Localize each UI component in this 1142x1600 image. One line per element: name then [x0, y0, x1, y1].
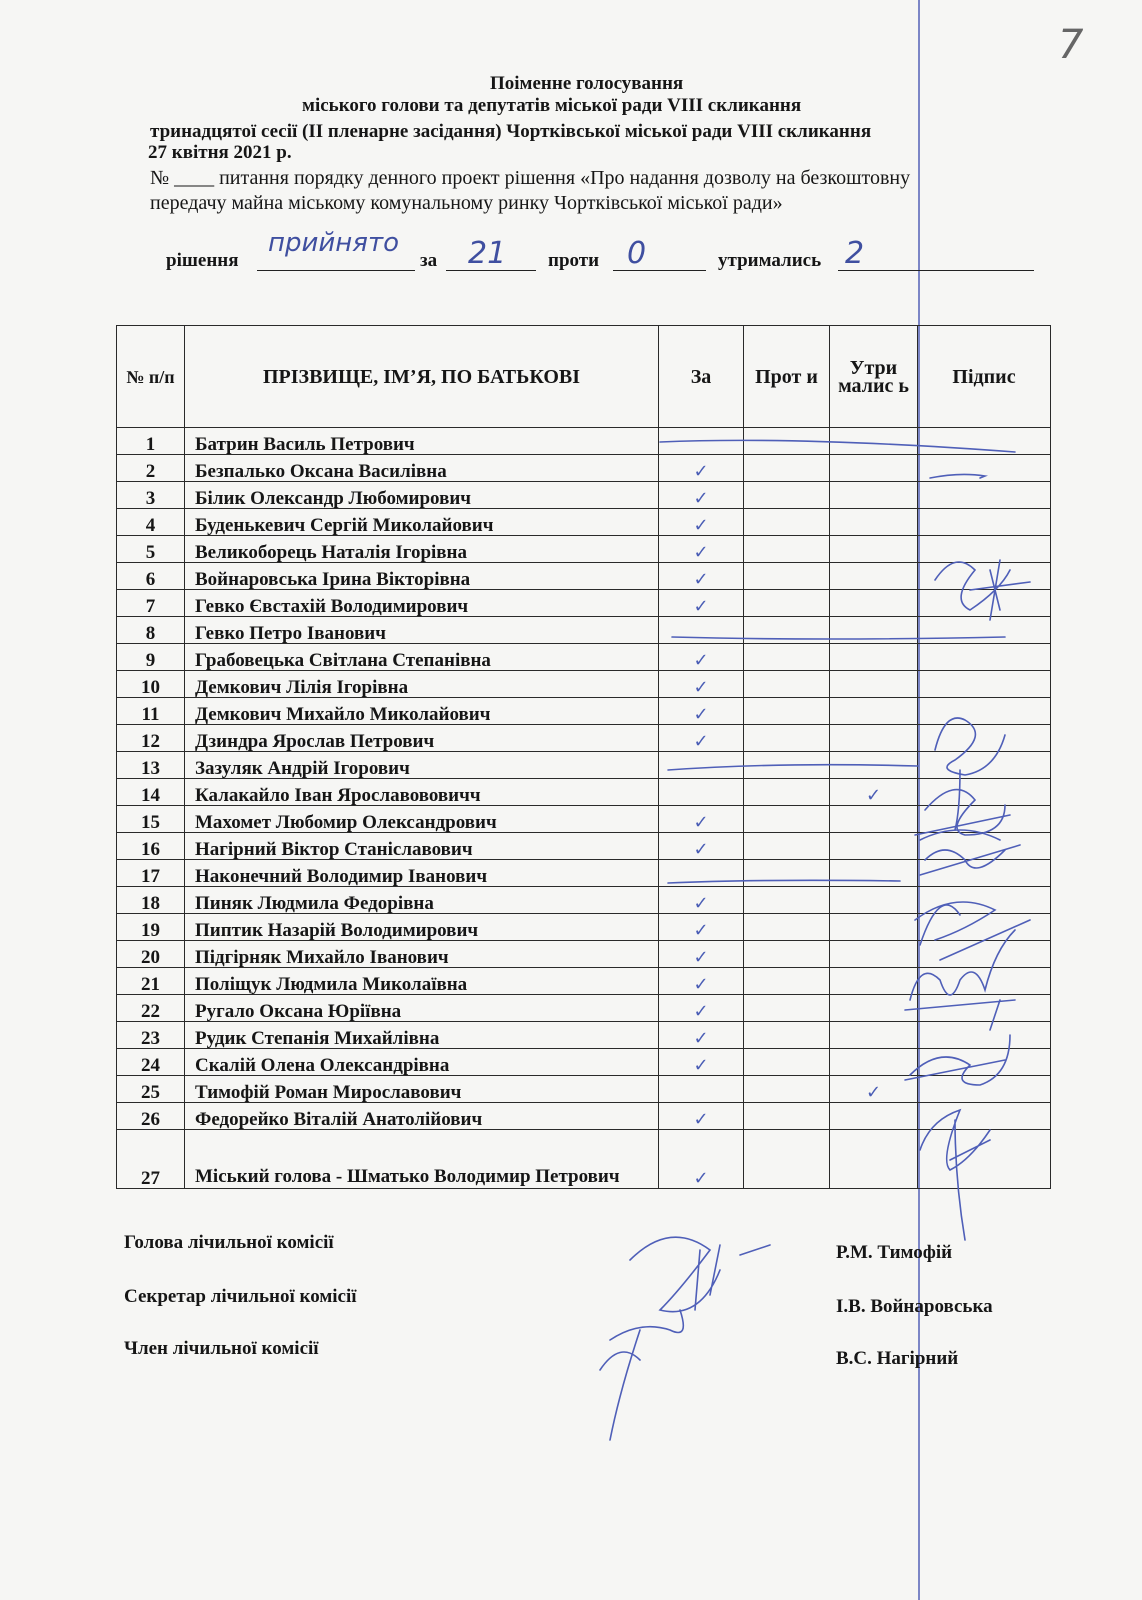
vote-against-mark: [744, 1076, 830, 1103]
header-num: № п/п: [117, 326, 185, 428]
decision-value: прийнято: [268, 228, 399, 258]
vote-abstained-mark: [830, 860, 918, 887]
header-signature: Підпис: [918, 326, 1051, 428]
row-number: 3: [117, 482, 185, 509]
vote-for-mark: ✓: [659, 995, 744, 1022]
row-number: 24: [117, 1049, 185, 1076]
deputy-name: Великоборець Наталія Ігорівна: [185, 536, 659, 563]
deputy-name: Гевко Євстахій Володимирович: [185, 590, 659, 617]
row-number: 1: [117, 428, 185, 455]
vote-abstained-mark: [830, 428, 918, 455]
row-number: 19: [117, 914, 185, 941]
deputy-name: Зазуляк Андрій Ігорович: [185, 752, 659, 779]
vote-abstained-mark: [830, 563, 918, 590]
chair-label: Голова лічильної комісії: [124, 1232, 334, 1253]
row-number: 27: [117, 1130, 185, 1189]
vote-for-mark: ✓: [659, 806, 744, 833]
signature-cell: [918, 1049, 1051, 1076]
deputy-name: Наконечний Володимир Іванович: [185, 860, 659, 887]
document-title: Поіменне голосування: [490, 73, 684, 94]
table-row: [117, 860, 1051, 887]
deputy-name: Калакайло Іван Ярославововичч: [185, 779, 659, 806]
abstained-count: 2: [845, 236, 865, 271]
table-row: [117, 914, 1051, 941]
row-number: 2: [117, 455, 185, 482]
deputy-name: Пиптик Назарій Володимирович: [185, 914, 659, 941]
vote-against-mark: [744, 563, 830, 590]
deputy-name: Пиняк Людмила Федорівна: [185, 887, 659, 914]
vote-against-mark: [744, 779, 830, 806]
vote-for-mark: ✓: [659, 1022, 744, 1049]
vote-against-mark: [744, 752, 830, 779]
table-row: [117, 617, 1051, 644]
deputy-name: Буденькевич Сергій Миколайович: [185, 509, 659, 536]
signature-cell: [918, 1103, 1051, 1130]
vote-for-mark: ✓: [659, 563, 744, 590]
vote-abstained-mark: [830, 968, 918, 995]
signature-cell: [918, 887, 1051, 914]
row-number: 23: [117, 1022, 185, 1049]
header-abstained: Утри малис ь: [830, 326, 918, 428]
abstained-underline: [838, 250, 1034, 271]
against-label: проти: [548, 250, 600, 271]
vote-abstained-mark: [830, 1022, 918, 1049]
row-number: 16: [117, 833, 185, 860]
deputy-name: Войнаровська Ірина Вікторівна: [185, 563, 659, 590]
signature-cell: [918, 1130, 1051, 1189]
voting-table: [116, 325, 1051, 1189]
table-row: [117, 1130, 1051, 1189]
vote-against-mark: [744, 1103, 830, 1130]
row-number: 11: [117, 698, 185, 725]
vote-for-mark: ✓: [659, 671, 744, 698]
vote-against-mark: [744, 698, 830, 725]
vote-for-mark: ✓: [659, 644, 744, 671]
vote-abstained-mark: [830, 698, 918, 725]
vote-against-mark: [744, 671, 830, 698]
vote-abstained-mark: [830, 1103, 918, 1130]
vote-for-mark: ✓: [659, 1103, 744, 1130]
for-count: 21: [468, 236, 507, 271]
table-row: [117, 968, 1051, 995]
vote-against-mark: [744, 617, 830, 644]
deputy-name: Ругало Оксана Юріївна: [185, 995, 659, 1022]
signature-cell: [918, 968, 1051, 995]
vote-against-mark: [744, 590, 830, 617]
vote-abstained-mark: [830, 536, 918, 563]
deputy-name: Тимофій Роман Мирославович: [185, 1076, 659, 1103]
for-label: за: [420, 250, 438, 271]
deputy-name: Поліщук Людмила Миколаївна: [185, 968, 659, 995]
table-row: [117, 455, 1051, 482]
vote-against-mark: [744, 428, 830, 455]
table-header-row: [117, 326, 1051, 428]
vote-abstained-mark: [830, 1049, 918, 1076]
vote-for-mark: [659, 428, 744, 455]
vote-abstained-mark: [830, 671, 918, 698]
signature-cell: [918, 779, 1051, 806]
table-row: [117, 1022, 1051, 1049]
vote-for-mark: ✓: [659, 536, 744, 563]
row-number: 14: [117, 779, 185, 806]
table-row: [117, 509, 1051, 536]
table-row: [117, 698, 1051, 725]
vote-against-mark: [744, 941, 830, 968]
row-number: 4: [117, 509, 185, 536]
deputy-name: Нагірний Віктор Станіславович: [185, 833, 659, 860]
vote-abstained-mark: [830, 887, 918, 914]
vote-against-mark: [744, 1130, 830, 1189]
row-number: 12: [117, 725, 185, 752]
vote-against-mark: [744, 644, 830, 671]
row-number: 15: [117, 806, 185, 833]
deputy-name: Батрин Василь Петрович: [185, 428, 659, 455]
vote-for-mark: [659, 860, 744, 887]
vote-against-mark: [744, 1022, 830, 1049]
vote-for-mark: ✓: [659, 887, 744, 914]
deputy-name: Безпалько Оксана Василівна: [185, 455, 659, 482]
deputy-name: Міський голова - Шматько Володимир Петрович: [185, 1130, 659, 1189]
header-line-2: міського голови та депутатів міської ради VIII скликання: [302, 95, 802, 116]
signature-cell: [918, 860, 1051, 887]
deputy-name: Демкович Михайло Миколайович: [185, 698, 659, 725]
secretary-name: І.В. Войнаровська: [836, 1296, 993, 1317]
deputy-name: Грабовецька Світлана Степанівна: [185, 644, 659, 671]
table-row: [117, 563, 1051, 590]
table-row: [117, 590, 1051, 617]
vote-against-mark: [744, 1049, 830, 1076]
vote-abstained-mark: [830, 725, 918, 752]
deputy-name: Рудик Степанія Михайлівна: [185, 1022, 659, 1049]
vote-against-mark: [744, 536, 830, 563]
signature-cell: [918, 482, 1051, 509]
signature-cell: [918, 1076, 1051, 1103]
vote-abstained-mark: [830, 995, 918, 1022]
row-number: 8: [117, 617, 185, 644]
signature-cell: [918, 455, 1051, 482]
vote-for-mark: ✓: [659, 590, 744, 617]
signature-cell: [918, 509, 1051, 536]
table-row: [117, 1049, 1051, 1076]
vote-against-mark: [744, 968, 830, 995]
signature-cell: [918, 590, 1051, 617]
vote-against-mark: [744, 914, 830, 941]
header-name: ПРІЗВИЩЕ, ІМ’Я, ПО БАТЬКОВІ: [185, 326, 659, 428]
signature-cell: [918, 563, 1051, 590]
table-row: [117, 995, 1051, 1022]
vote-abstained-mark: [830, 941, 918, 968]
deputy-name: Демкович Лілія Ігорівна: [185, 671, 659, 698]
row-number: 22: [117, 995, 185, 1022]
vote-abstained-mark: [830, 644, 918, 671]
vote-for-mark: ✓: [659, 455, 744, 482]
deputy-name: Махомет Любомир Олександрович: [185, 806, 659, 833]
signature-cell: [918, 941, 1051, 968]
signature-cell: [918, 752, 1051, 779]
signature-cell: [918, 428, 1051, 455]
signature-cell: [918, 1022, 1051, 1049]
signature-cell: [918, 536, 1051, 563]
row-number: 5: [117, 536, 185, 563]
page-number: 7: [1058, 22, 1084, 68]
row-number: 21: [117, 968, 185, 995]
vote-for-mark: [659, 779, 744, 806]
member-label: Член лічильної комісії: [124, 1338, 319, 1359]
vote-against-mark: [744, 509, 830, 536]
row-number: 17: [117, 860, 185, 887]
row-number: 9: [117, 644, 185, 671]
vote-for-mark: ✓: [659, 941, 744, 968]
decision-label: рішення: [166, 250, 239, 271]
header-line-3: тринадцятої сесії (ІІ пленарне засідання) Чортківської міської ради VIII скликання: [150, 121, 872, 142]
vote-abstained-mark: ✓: [830, 779, 918, 806]
vote-abstained-mark: [830, 806, 918, 833]
table-row: [117, 725, 1051, 752]
table-row: [117, 428, 1051, 455]
vote-for-mark: [659, 1076, 744, 1103]
vote-against-mark: [744, 833, 830, 860]
table-row: [117, 482, 1051, 509]
member-name: В.С. Нагірний: [836, 1348, 959, 1369]
vote-against-mark: [744, 455, 830, 482]
signature-footer: [600, 1237, 770, 1440]
vote-abstained-mark: ✓: [830, 1076, 918, 1103]
vote-abstained-mark: [830, 482, 918, 509]
signature-cell: [918, 617, 1051, 644]
row-number: 18: [117, 887, 185, 914]
table-row: [117, 1103, 1051, 1130]
vote-for-mark: ✓: [659, 833, 744, 860]
vote-for-mark: ✓: [659, 914, 744, 941]
signature-cell: [918, 914, 1051, 941]
signature-cell: [918, 644, 1051, 671]
table-row: [117, 806, 1051, 833]
table-row: [117, 941, 1051, 968]
signature-cell: [918, 995, 1051, 1022]
deputy-name: Скалій Олена Олександрівна: [185, 1049, 659, 1076]
signature-cell: [918, 698, 1051, 725]
deputy-name: Дзиндра Ярослав Петрович: [185, 725, 659, 752]
header-for: За: [659, 326, 744, 428]
secretary-label: Секретар лічильної комісії: [124, 1286, 357, 1307]
vote-for-mark: ✓: [659, 1049, 744, 1076]
vote-abstained-mark: [830, 914, 918, 941]
table-row: [117, 887, 1051, 914]
vote-for-mark: [659, 752, 744, 779]
vote-against-mark: [744, 995, 830, 1022]
vote-for-mark: ✓: [659, 482, 744, 509]
abstained-label: утримались: [718, 250, 822, 271]
table-body: [117, 428, 1051, 1189]
agenda-line-1: № ____ питання порядку денного проект рішення «Про надання дозволу на безкоштовну: [150, 167, 911, 189]
table-row: [117, 1076, 1051, 1103]
header-against: Прот и: [744, 326, 830, 428]
row-number: 6: [117, 563, 185, 590]
signature-cell: [918, 671, 1051, 698]
vote-abstained-mark: [830, 1130, 918, 1189]
table-row: [117, 644, 1051, 671]
signature-cell: [918, 806, 1051, 833]
row-number: 25: [117, 1076, 185, 1103]
vote-for-mark: ✓: [659, 968, 744, 995]
vote-abstained-mark: [830, 509, 918, 536]
deputy-name: Гевко Петро Іванович: [185, 617, 659, 644]
table-row: [117, 671, 1051, 698]
vote-abstained-mark: [830, 752, 918, 779]
vote-against-mark: [744, 806, 830, 833]
vote-against-mark: [744, 887, 830, 914]
vote-abstained-mark: [830, 833, 918, 860]
deputy-name: Федорейко Віталій Анатолійович: [185, 1103, 659, 1130]
vote-for-mark: ✓: [659, 509, 744, 536]
table-row: [117, 833, 1051, 860]
signature-cell: [918, 725, 1051, 752]
row-number: 10: [117, 671, 185, 698]
row-number: 26: [117, 1103, 185, 1130]
signature-cell: [918, 833, 1051, 860]
table-row: [117, 536, 1051, 563]
agenda-line-2: передачу майна міському комунальному ринку Чортківської міської ради»: [150, 192, 783, 214]
vote-against-mark: [744, 482, 830, 509]
chair-name: Р.М. Тимофій: [836, 1242, 953, 1263]
vote-for-mark: ✓: [659, 725, 744, 752]
deputy-name: Білик Олександр Любомирович: [185, 482, 659, 509]
vote-against-mark: [744, 725, 830, 752]
vote-for-mark: [659, 617, 744, 644]
vote-for-mark: ✓: [659, 1130, 744, 1189]
row-number: 13: [117, 752, 185, 779]
row-number: 20: [117, 941, 185, 968]
vote-abstained-mark: [830, 590, 918, 617]
against-count: 0: [627, 236, 647, 271]
vote-abstained-mark: [830, 455, 918, 482]
row-number: 7: [117, 590, 185, 617]
session-date: 27 квітня 2021 р.: [148, 142, 292, 163]
table-row: [117, 752, 1051, 779]
vote-for-mark: ✓: [659, 698, 744, 725]
vote-against-mark: [744, 860, 830, 887]
deputy-name: Підгірняк Михайло Іванович: [185, 941, 659, 968]
table-row: [117, 779, 1051, 806]
vote-abstained-mark: [830, 617, 918, 644]
